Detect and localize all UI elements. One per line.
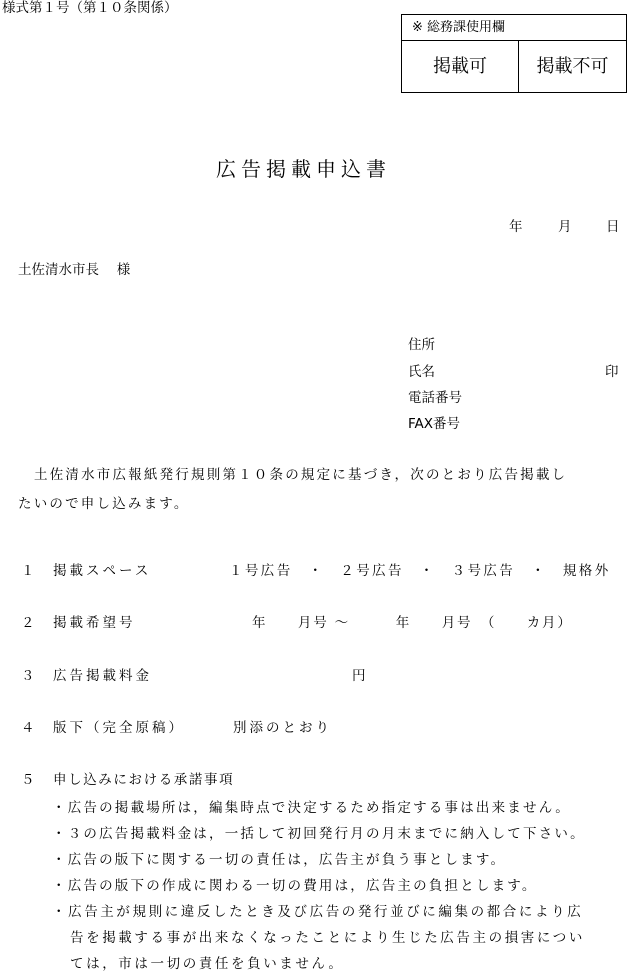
- item-3-label: 広告掲載料金: [53, 668, 152, 684]
- addressee: 土佐清水市長 様: [18, 262, 131, 278]
- name-label: 氏名: [408, 364, 435, 380]
- consent-note-last-line-1: ・広告主が規則に違反したとき及び広告の発行並びに編集の都合により広: [52, 904, 584, 920]
- form-number: 様式第１号（第１０条関係）: [2, 0, 178, 16]
- consent-note: ・広告の版下の作成に関わる一切の費用は，広告主の負担とします。: [52, 878, 538, 894]
- admin-box-header: ※ 総務課使用欄: [402, 15, 626, 41]
- item-4-value: 別添のとおり: [233, 720, 332, 736]
- item-5-number: ５: [21, 772, 35, 788]
- item-1-options: １号広告 ・ ２号広告 ・ ３号広告 ・ 規格外: [229, 563, 611, 579]
- consent-note: ・３の広告掲載料金は，一括して初回発行月の月末までに納入して下さい。: [52, 826, 586, 842]
- item-3-number: ３: [21, 668, 35, 684]
- item-2-number: ２: [21, 615, 35, 631]
- item-2-value: 年 月号 ～ 年 月号 （ カ月）: [252, 615, 573, 631]
- item-2-label: 掲載希望号: [53, 615, 136, 631]
- date-month-label: 月: [558, 219, 572, 235]
- intro-paragraph: [18, 461, 623, 519]
- page-title: 広告掲載申込書: [216, 157, 391, 181]
- consent-note-last-line-2: 告を掲載する事が出来なくなったことにより生じた広告主の損害につい: [70, 930, 585, 946]
- date-day-label: 日: [606, 219, 620, 235]
- intro-line-1: 土佐清水市広報紙発行規則第１０条の規定に基づき，次のとおり広告掲載し: [34, 467, 568, 483]
- fax-label: FAX番号: [408, 416, 461, 432]
- item-1-number: １: [21, 563, 35, 579]
- consent-note: ・広告の版下に関する一切の責任は，広告主が負う事とします。: [52, 852, 507, 868]
- consent-notes: [52, 795, 586, 977]
- consent-note-last-line-3: ては，市は一切の責任を負いません。: [70, 956, 345, 972]
- item-1-label: 掲載スペース: [53, 563, 152, 579]
- address-label: 住所: [408, 337, 435, 353]
- consent-note: ・広告の掲載場所は，編集時点で決定するため指定する事は出来ません。: [52, 800, 571, 816]
- admin-use-box: [401, 14, 627, 93]
- intro-line-2: たいので申し込みます。: [18, 496, 190, 512]
- item-3-unit: 円: [352, 668, 366, 684]
- approve-cell: 掲載可: [402, 41, 519, 92]
- phone-label: 電話番号: [408, 390, 462, 406]
- item-4-number: ４: [21, 720, 35, 736]
- seal-label: 印: [605, 364, 619, 380]
- date-year-label: 年: [509, 219, 523, 235]
- reject-cell: 掲載不可: [536, 56, 609, 77]
- item-4-label: 版下（完全原稿）: [53, 720, 185, 736]
- item-5-label: 申し込みにおける承諾事項: [53, 772, 235, 788]
